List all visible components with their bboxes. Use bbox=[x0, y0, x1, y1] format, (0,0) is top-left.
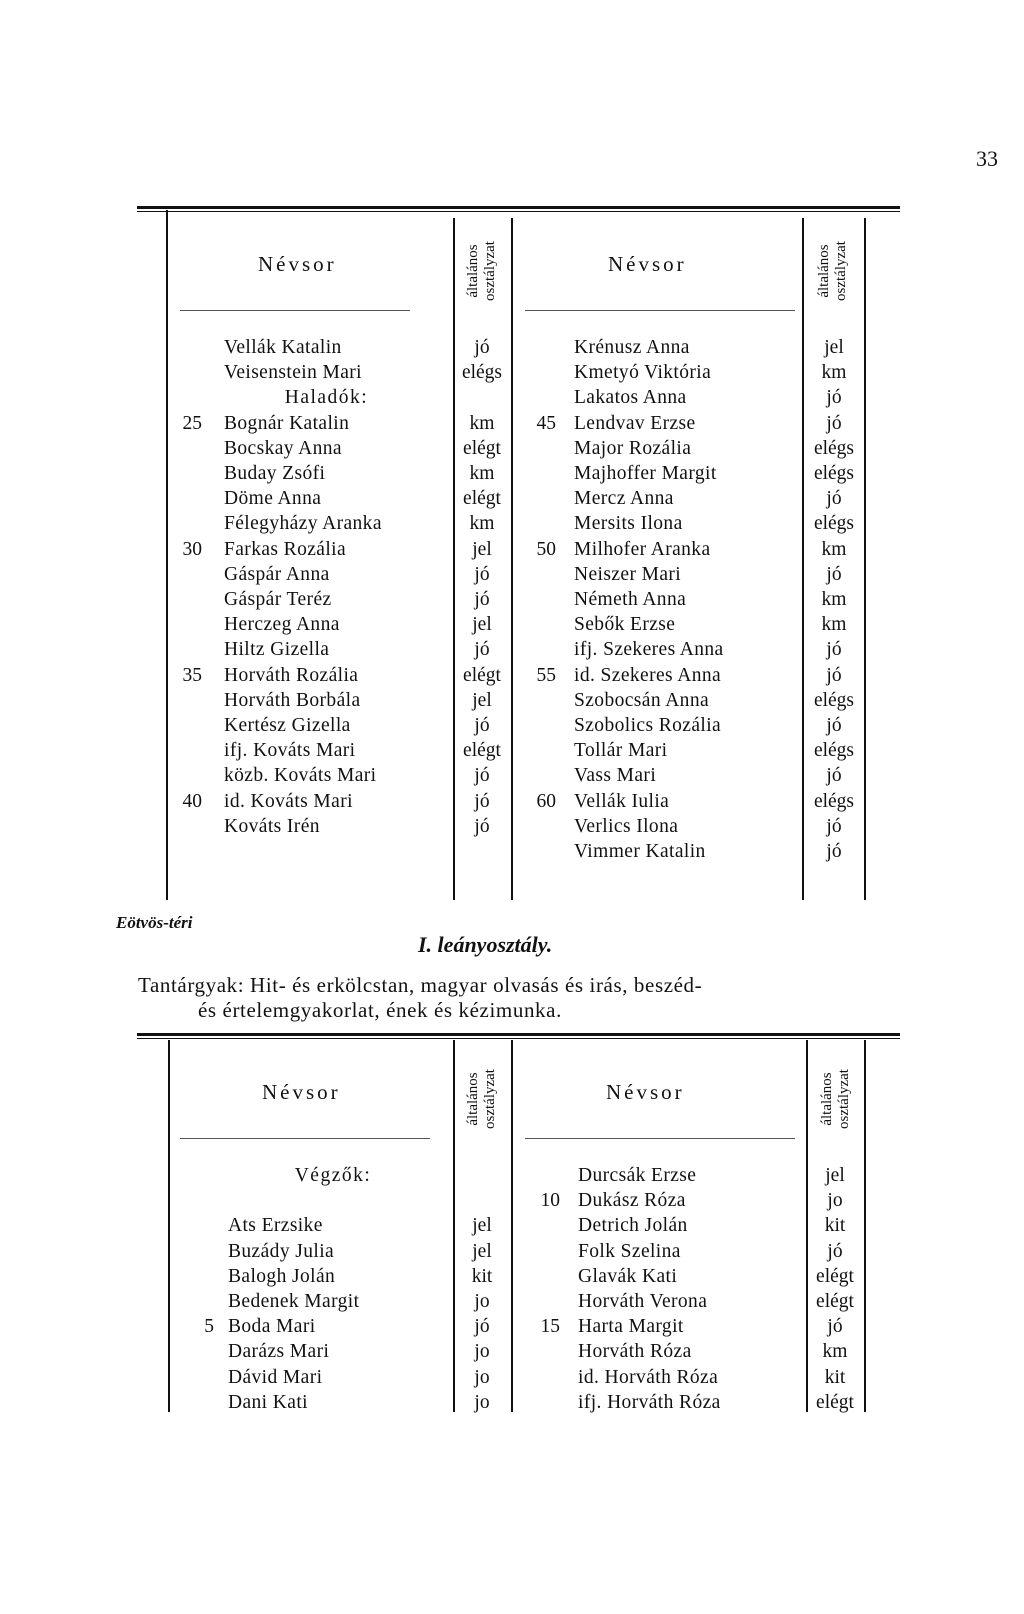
table-row bbox=[0, 663, 1024, 688]
student-name: Döme Anna bbox=[224, 488, 322, 510]
student-name: Szobocsán Anna bbox=[574, 689, 710, 711]
grade-value: jó bbox=[827, 1316, 843, 1338]
student-name: Vass Mari bbox=[574, 765, 657, 787]
table-row bbox=[0, 1163, 1024, 1188]
student-name: Verlics Ilona bbox=[574, 815, 679, 837]
grade-value: elégs bbox=[813, 689, 855, 711]
school-label: Eötvös-téri bbox=[116, 913, 193, 932]
student-name: Dávid Mari bbox=[228, 1366, 323, 1388]
header-grade-line2: osztályzat bbox=[482, 241, 498, 301]
table-row bbox=[0, 1339, 1024, 1364]
student-name: ifj. Szekeres Anna bbox=[574, 639, 724, 661]
row-number: 60 bbox=[536, 790, 556, 812]
table-row bbox=[0, 763, 1024, 788]
student-name: Vimmer Katalin bbox=[574, 841, 706, 862]
table-row bbox=[0, 713, 1024, 738]
student-name: Horváth Rozália bbox=[224, 664, 359, 686]
header-grade-line2: osztályzat bbox=[836, 1069, 852, 1129]
grade-value: jó bbox=[826, 488, 842, 510]
table-row bbox=[0, 1239, 1024, 1264]
grade-value: elégt bbox=[463, 740, 501, 762]
table-row bbox=[0, 360, 1024, 385]
table1-header-grade-left bbox=[465, 221, 499, 321]
student-name: Szobolics Rozália bbox=[574, 715, 722, 736]
table-row bbox=[0, 335, 1024, 360]
grade-value: jo bbox=[474, 1291, 490, 1312]
table-row bbox=[0, 814, 1024, 839]
student-name: Glavák Kati bbox=[578, 1265, 678, 1287]
grade-value: jó bbox=[826, 412, 842, 434]
student-name: Félegyházy Aranka bbox=[224, 513, 382, 535]
header-grade-line1: általános bbox=[816, 244, 832, 298]
subjects-line-2: és értelemgyakorlat, ének és kézimunka. bbox=[198, 998, 562, 1022]
student-name: Hiltz Gizella bbox=[224, 639, 330, 661]
grade-value: km bbox=[469, 513, 495, 535]
grade-value: elégt bbox=[816, 1291, 854, 1312]
table-row bbox=[0, 587, 1024, 612]
table-row bbox=[0, 436, 1024, 461]
grade-value: km bbox=[469, 463, 495, 484]
row-number: 55 bbox=[536, 664, 556, 686]
grade-value: jó bbox=[826, 841, 842, 862]
table2-top-rule bbox=[137, 1033, 900, 1036]
grade-value: kit bbox=[471, 1265, 493, 1287]
table-row bbox=[0, 385, 1024, 410]
grade-value: elégt bbox=[463, 437, 501, 459]
table2-header-grade-left bbox=[465, 1049, 499, 1149]
student-name: Darázs Mari bbox=[228, 1341, 330, 1363]
table-row bbox=[0, 1365, 1024, 1390]
grade-value: elégs bbox=[813, 437, 855, 459]
student-name: Boda Mari bbox=[228, 1316, 316, 1338]
student-name: Harta Margit bbox=[578, 1316, 684, 1338]
student-name: Kmetyó Viktória bbox=[574, 362, 712, 384]
grade-value: jó bbox=[474, 815, 490, 837]
student-name: Krénusz Anna bbox=[574, 337, 690, 358]
grade-value: elégs bbox=[813, 740, 855, 762]
table1-header-name-right: Névsor bbox=[608, 252, 687, 276]
subjects-line-1: Tantárgyak: Hit- és erkölcstan, magyar olvasás és irás, beszéd- bbox=[138, 973, 703, 997]
table-row bbox=[0, 411, 1024, 436]
table-row bbox=[0, 839, 1024, 864]
header-grade-line1: általános bbox=[465, 244, 481, 298]
grade-value: jel bbox=[472, 614, 492, 636]
grade-value: kit bbox=[824, 1366, 846, 1388]
student-name: Bocskay Anna bbox=[224, 437, 342, 459]
table-row bbox=[0, 537, 1024, 562]
student-name: Buzády Julia bbox=[228, 1240, 335, 1262]
student-name: Horváth Róza bbox=[578, 1341, 692, 1363]
student-name: id. Horváth Róza bbox=[578, 1366, 719, 1388]
grade-value: jó bbox=[826, 664, 842, 686]
table1-header-name-left: Névsor bbox=[258, 252, 337, 276]
group-heading: Végzők: bbox=[294, 1165, 372, 1186]
grade-value: jó bbox=[474, 639, 490, 661]
student-name: Vellák Katalin bbox=[224, 337, 342, 358]
grade-value: jo bbox=[827, 1190, 843, 1212]
table-row bbox=[0, 637, 1024, 662]
grade-value: jo bbox=[474, 1366, 490, 1388]
student-name: id. Szekeres Anna bbox=[574, 664, 722, 686]
student-name: Mersits Ilona bbox=[574, 513, 683, 535]
table-row bbox=[0, 612, 1024, 637]
student-name: Lendvav Erzse bbox=[574, 412, 696, 434]
header-grade-line1: általános bbox=[465, 1072, 481, 1126]
row-number: 30 bbox=[182, 538, 202, 560]
table-row bbox=[0, 1289, 1024, 1314]
table-row bbox=[0, 789, 1024, 814]
student-name: Mercz Anna bbox=[574, 488, 674, 510]
grade-value: jó bbox=[474, 563, 490, 585]
student-name: Milhofer Aranka bbox=[574, 538, 711, 560]
table-row bbox=[0, 688, 1024, 713]
student-name: ifj. Kováts Mari bbox=[224, 740, 356, 762]
grade-value: jó bbox=[474, 765, 490, 787]
table-row bbox=[0, 486, 1024, 511]
table-row bbox=[0, 1264, 1024, 1289]
student-name: Kertész Gizella bbox=[224, 715, 351, 736]
student-name: Gáspár Anna bbox=[224, 563, 330, 585]
grade-value: km bbox=[821, 589, 847, 610]
grade-value: elégs bbox=[813, 513, 855, 535]
grade-value: elégs bbox=[461, 362, 503, 384]
student-name: Németh Anna bbox=[574, 589, 687, 610]
table2-header-underline-left bbox=[180, 1138, 430, 1139]
table-row bbox=[0, 1188, 1024, 1213]
student-name: ifj. Horváth Róza bbox=[578, 1391, 721, 1413]
header-grade-line2: osztályzat bbox=[833, 241, 849, 301]
student-name: közb. Kováts Mari bbox=[224, 765, 377, 787]
row-number: 10 bbox=[540, 1190, 560, 1212]
table1-header-underline-left bbox=[180, 310, 410, 311]
grade-value: jó bbox=[474, 790, 490, 812]
grade-value: jel bbox=[472, 538, 492, 560]
table1-top-rule bbox=[137, 206, 900, 209]
grade-value: jó bbox=[474, 589, 490, 610]
grade-value: elégt bbox=[463, 664, 501, 686]
table2-header-grade-right bbox=[819, 1049, 853, 1149]
grade-value: elégt bbox=[816, 1391, 854, 1413]
table2-header-name-left: Névsor bbox=[262, 1080, 341, 1104]
grade-value: jó bbox=[826, 563, 842, 585]
grade-value: elégs bbox=[813, 790, 855, 812]
grade-value: kit bbox=[824, 1215, 846, 1237]
table2-header-name-right: Névsor bbox=[606, 1080, 685, 1104]
student-name: Horváth Verona bbox=[578, 1291, 708, 1312]
grade-value: jó bbox=[474, 337, 490, 358]
group-heading: Haladók: bbox=[284, 387, 369, 409]
table-row bbox=[0, 1390, 1024, 1415]
row-number: 25 bbox=[182, 412, 202, 434]
grade-value: elégs bbox=[813, 463, 855, 484]
grade-value: jó bbox=[826, 387, 842, 409]
grade-value: jel bbox=[824, 337, 844, 358]
grade-value: jó bbox=[474, 1316, 490, 1338]
row-number: 45 bbox=[536, 412, 556, 434]
student-name: Bedenek Margit bbox=[228, 1291, 360, 1312]
student-name: Lakatos Anna bbox=[574, 387, 687, 409]
grade-value: jo bbox=[474, 1391, 490, 1413]
student-name: id. Kováts Mari bbox=[224, 790, 353, 812]
page-number: 33 bbox=[976, 146, 998, 171]
grade-value: elégt bbox=[463, 488, 501, 510]
student-name: Gáspár Teréz bbox=[224, 589, 332, 610]
grade-value: km bbox=[821, 614, 847, 636]
header-grade-line2: osztályzat bbox=[482, 1069, 498, 1129]
table1-header-underline-right bbox=[525, 310, 795, 311]
row-number: 5 bbox=[204, 1316, 214, 1338]
student-name: Veisenstein Mari bbox=[224, 362, 362, 384]
row-number: 40 bbox=[182, 790, 202, 812]
student-name: Sebők Erzse bbox=[574, 614, 676, 636]
table-row bbox=[0, 511, 1024, 536]
table1-header-grade-right bbox=[816, 221, 850, 321]
grade-value: jó bbox=[826, 715, 842, 736]
student-name: Majhoffer Margit bbox=[574, 463, 717, 484]
table-row bbox=[0, 461, 1024, 486]
table1-top-rule-2 bbox=[137, 211, 900, 212]
table2-top-rule-2 bbox=[137, 1038, 900, 1039]
student-name: Herczeg Anna bbox=[224, 614, 340, 636]
student-name: Dani Kati bbox=[228, 1391, 308, 1413]
grade-value: jel bbox=[825, 1165, 845, 1186]
grade-value: jó bbox=[826, 639, 842, 661]
grade-value: jó bbox=[474, 715, 490, 736]
grade-value: jel bbox=[472, 1215, 492, 1237]
student-name: Balogh Jolán bbox=[228, 1265, 336, 1287]
student-name: Bognár Katalin bbox=[224, 412, 350, 434]
grade-value: jo bbox=[474, 1341, 490, 1363]
student-name: Neiszer Mari bbox=[574, 563, 682, 585]
row-number: 50 bbox=[536, 538, 556, 560]
student-name: Farkas Rozália bbox=[224, 538, 347, 560]
grade-value: km bbox=[469, 412, 495, 434]
table-row bbox=[0, 738, 1024, 763]
grade-value: jó bbox=[826, 815, 842, 837]
class-title: I. leányosztály. bbox=[418, 932, 553, 957]
grade-value: km bbox=[821, 362, 847, 384]
student-name: Durcsák Erzse bbox=[578, 1165, 697, 1186]
student-name: Detrich Jolán bbox=[578, 1215, 688, 1237]
grade-value: jó bbox=[826, 765, 842, 787]
student-name: Folk Szelina bbox=[578, 1240, 681, 1262]
grade-value: jel bbox=[472, 689, 492, 711]
header-grade-line1: általános bbox=[819, 1072, 835, 1126]
grade-value: km bbox=[822, 1341, 848, 1363]
student-name: Major Rozália bbox=[574, 437, 692, 459]
student-name: Horváth Borbála bbox=[224, 689, 361, 711]
student-name: Ats Erzsike bbox=[228, 1215, 323, 1237]
grade-value: km bbox=[821, 538, 847, 560]
student-name: Dukász Róza bbox=[578, 1190, 686, 1212]
grade-value: elégt bbox=[816, 1265, 854, 1287]
table-row bbox=[0, 562, 1024, 587]
grade-value: jel bbox=[472, 1240, 492, 1262]
table-row bbox=[0, 1314, 1024, 1339]
student-name: Buday Zsófi bbox=[224, 463, 326, 484]
student-name: Tollár Mari bbox=[574, 740, 668, 762]
grade-value: jó bbox=[827, 1240, 843, 1262]
table2-header-underline-right bbox=[525, 1138, 795, 1139]
row-number: 15 bbox=[540, 1316, 560, 1338]
row-number: 35 bbox=[182, 664, 202, 686]
student-name: Kováts Irén bbox=[224, 815, 320, 837]
student-name: Vellák Iulia bbox=[574, 790, 670, 812]
table-row bbox=[0, 1213, 1024, 1238]
